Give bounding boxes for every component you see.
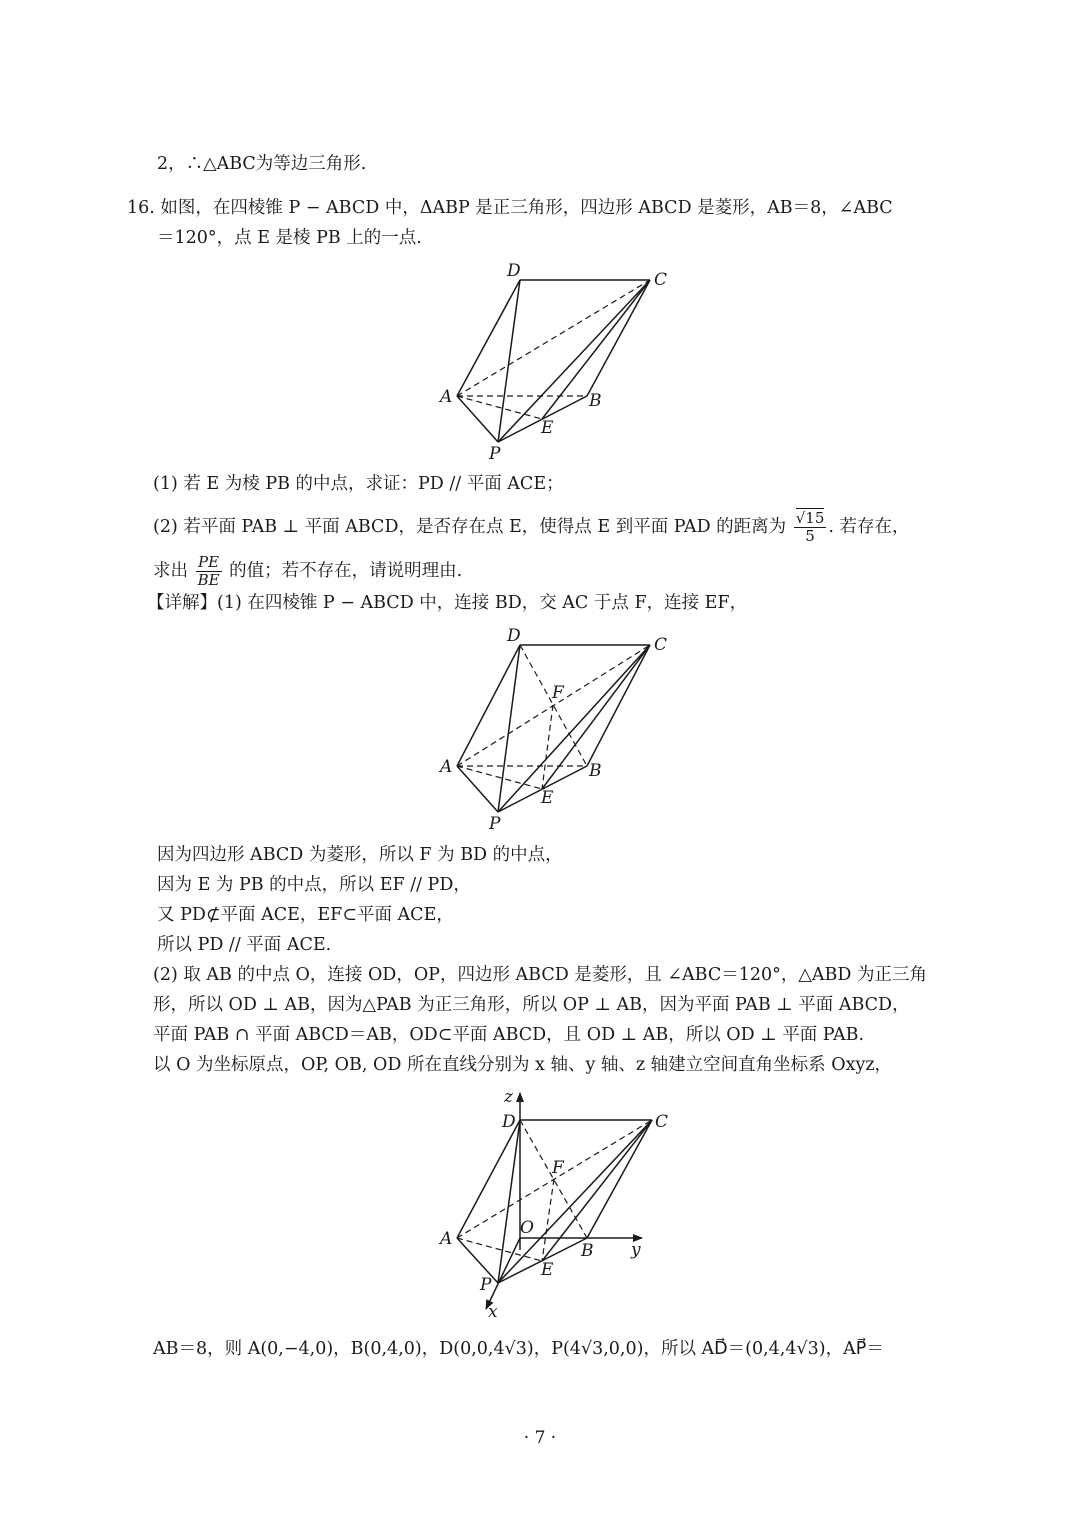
label-x: x — [488, 1302, 498, 1322]
solution-line-6: 形，所以 OD ⊥ AB，因为△PAB 为正三角形，所以 OP ⊥ AB，因为平面 PAB ⊥ 平面 ABCD， — [153, 995, 910, 1015]
solution-heading: 【详解】(1) 在四棱锥 P − ABCD 中，连接 BD，交 AC 于点 F，连接 EF， — [147, 593, 748, 613]
label-A: A — [440, 1229, 453, 1249]
label-O: O — [520, 1218, 534, 1238]
subquestion-2-line-2 — [153, 554, 462, 589]
solution-line-2: 因为 E 为 PB 的中点，所以 EF // PD， — [157, 875, 471, 895]
label-C: C — [654, 635, 668, 655]
label-A: A — [440, 757, 453, 777]
label-E: E — [541, 788, 554, 808]
label-y: y — [631, 1240, 641, 1260]
figure-pyramid-2 — [420, 620, 690, 835]
label-D: D — [507, 626, 521, 646]
text-line-1: 2，∴△ABC为等边三角形. — [157, 154, 367, 174]
problem-16-line-2: ＝120°，点 E 是棱 PB 上的一点. — [157, 228, 422, 248]
distance-denominator: 5 — [805, 527, 815, 545]
label-B: B — [589, 391, 602, 411]
label-A: A — [440, 387, 453, 407]
subquestion-1: (1) 若 E 为棱 PB 的中点，求证：PD // 平面 ACE； — [153, 474, 564, 494]
label-B: B — [589, 761, 602, 781]
solution-line-3: 又 PD⊄平面 ACE，EF⊂平面 ACE， — [157, 905, 454, 925]
subquestion-2-text: (2) 若平面 PAB ⊥ 平面 ABCD，是否存在点 E，使得点 E 到平面 PAD 的距离为 — [153, 517, 787, 537]
subquestion-2-ask: 求出 — [153, 561, 188, 581]
label-D: D — [502, 1112, 516, 1132]
ratio-numerator: PE — [196, 554, 222, 572]
label-F: F — [552, 683, 564, 703]
subquestion-2-ask-end: 的值；若不存在，请说明理由. — [229, 561, 463, 581]
solution-line-8: 以 O 为坐标原点，OP, OB, OD 所在直线分别为 x 轴、y 轴、z 轴建立空间直角坐标系 Oxyz， — [153, 1055, 893, 1075]
problem-16-line-1: 16. 如图，在四棱锥 P − ABCD 中，ΔABP 是正三角形，四边形 ABCD 是菱形，AB＝8，∠ABC — [127, 198, 893, 218]
ratio-denominator: BE — [197, 571, 220, 589]
page-number: · 7 · — [523, 1428, 557, 1448]
label-F: F — [552, 1158, 564, 1178]
solution-line-9: AB＝8，则 A(0,−4,0)，B(0,4,0)，D(0,0,4√3)，P(4√3,0,0)，所以 AD⃗＝(0,4,4√3)，AP⃗＝ — [153, 1339, 884, 1359]
label-P: P — [489, 444, 501, 464]
label-D: D — [507, 261, 521, 281]
solution-line-5: (2) 取 AB 的中点 O，连接 OD，OP，四边形 ABCD 是菱形，且 ∠ABC＝120°，△ABD 为正三角 — [153, 965, 927, 985]
label-C: C — [654, 270, 668, 290]
solution-line-1: 因为四边形 ABCD 为菱形，所以 F 为 BD 的中点， — [157, 845, 563, 865]
label-z: z — [504, 1087, 513, 1107]
figure-pyramid-1 — [420, 255, 690, 465]
label-E: E — [541, 418, 554, 438]
label-P: P — [480, 1275, 492, 1295]
distance-fraction — [794, 510, 827, 545]
distance-numerator: √15 — [795, 509, 825, 527]
label-E: E — [541, 1260, 554, 1280]
label-B: B — [581, 1241, 594, 1261]
ratio-fraction — [196, 554, 222, 589]
figure-coordinate-system — [420, 1085, 680, 1320]
subquestion-2-line-1 — [153, 510, 910, 545]
subquestion-2-text-end: . 若存在， — [828, 517, 910, 537]
label-C: C — [655, 1112, 669, 1132]
solution-line-7: 平面 PAB ∩ 平面 ABCD＝AB，OD⊂平面 ABCD，且 OD ⊥ AB，所以 OD ⊥ 平面 PAB. — [153, 1025, 865, 1045]
label-P: P — [489, 814, 501, 834]
solution-line-4: 所以 PD // 平面 ACE. — [157, 935, 332, 955]
